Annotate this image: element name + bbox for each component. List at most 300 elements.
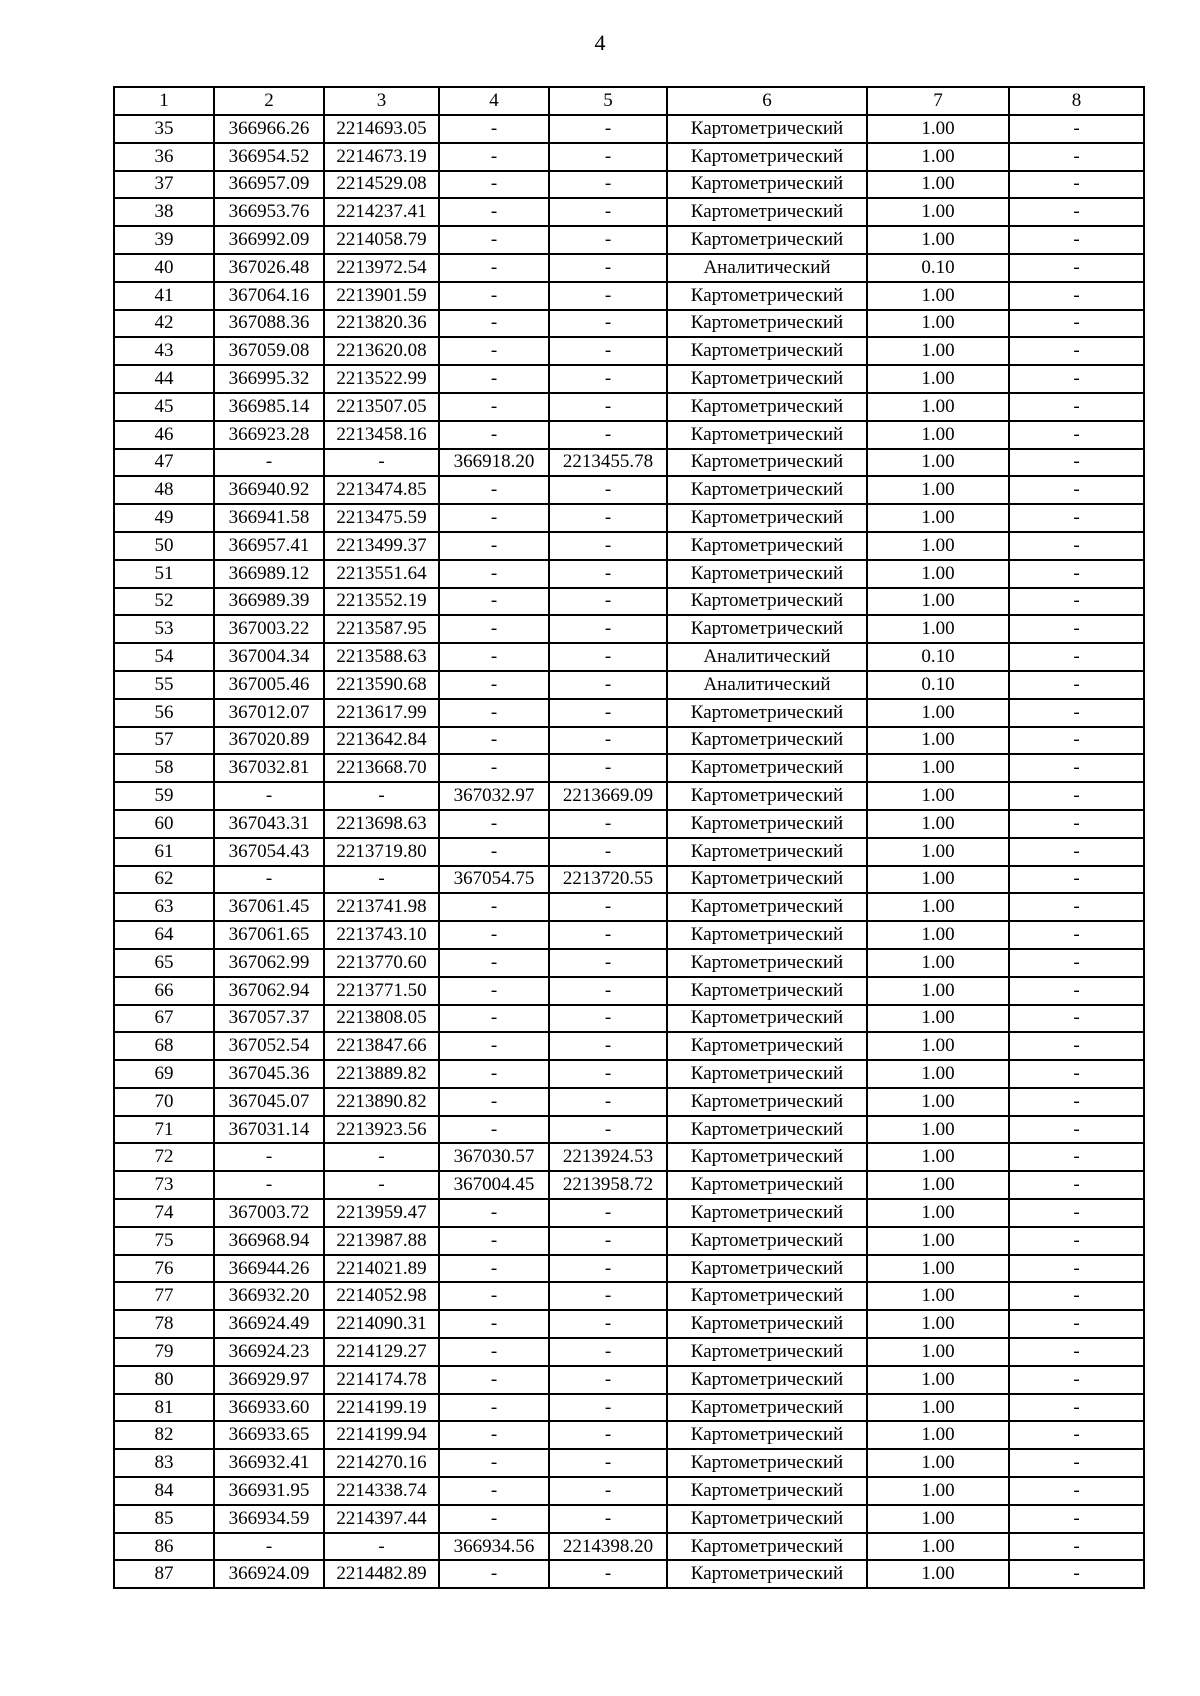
y-new-cell: - bbox=[549, 1449, 667, 1477]
y-new-cell: - bbox=[549, 171, 667, 199]
note-cell: - bbox=[1009, 1310, 1144, 1338]
x-coordinate-cell: 367043.31 bbox=[214, 810, 324, 838]
note-cell: - bbox=[1009, 532, 1144, 560]
method-cell: Картометрический bbox=[667, 1421, 867, 1449]
table-row bbox=[114, 838, 1144, 866]
method-cell: Аналитический bbox=[667, 254, 867, 282]
method-cell: Картометрический bbox=[667, 1255, 867, 1283]
note-cell: - bbox=[1009, 1421, 1144, 1449]
note-cell: - bbox=[1009, 1477, 1144, 1505]
method-cell: Аналитический bbox=[667, 643, 867, 671]
point-number-cell: 38 bbox=[114, 198, 214, 226]
point-number-cell: 36 bbox=[114, 143, 214, 171]
point-number-cell: 35 bbox=[114, 115, 214, 143]
method-cell: Картометрический bbox=[667, 1338, 867, 1366]
accuracy-cell: 1.00 bbox=[867, 1310, 1009, 1338]
table-row bbox=[114, 226, 1144, 254]
y-new-cell: - bbox=[549, 810, 667, 838]
x-coordinate-cell: 366985.14 bbox=[214, 393, 324, 421]
y-new-cell: - bbox=[549, 560, 667, 588]
x-coordinate-cell: 366932.20 bbox=[214, 1282, 324, 1310]
method-cell: Картометрический bbox=[667, 1143, 867, 1171]
accuracy-cell: 1.00 bbox=[867, 1227, 1009, 1255]
y-coordinate-cell: 2213668.70 bbox=[324, 754, 439, 782]
point-number-cell: 51 bbox=[114, 560, 214, 588]
point-number-cell: 62 bbox=[114, 866, 214, 894]
column-header: 5 bbox=[549, 87, 667, 115]
table-row bbox=[114, 1116, 1144, 1144]
y-coordinate-cell: 2213552.19 bbox=[324, 588, 439, 616]
method-cell: Картометрический bbox=[667, 198, 867, 226]
method-cell: Картометрический bbox=[667, 810, 867, 838]
y-coordinate-cell: 2213617.99 bbox=[324, 699, 439, 727]
point-number-cell: 39 bbox=[114, 226, 214, 254]
table-row bbox=[114, 1060, 1144, 1088]
x-coordinate-cell: 366923.28 bbox=[214, 421, 324, 449]
point-number-cell: 56 bbox=[114, 699, 214, 727]
x-new-cell: - bbox=[439, 615, 549, 643]
y-new-cell: - bbox=[549, 1477, 667, 1505]
method-cell: Картометрический bbox=[667, 1227, 867, 1255]
column-header: 7 bbox=[867, 87, 1009, 115]
x-coordinate-cell: 366934.59 bbox=[214, 1505, 324, 1533]
point-number-cell: 77 bbox=[114, 1282, 214, 1310]
y-coordinate-cell: - bbox=[324, 1143, 439, 1171]
x-new-cell: - bbox=[439, 810, 549, 838]
point-number-cell: 48 bbox=[114, 476, 214, 504]
method-cell: Картометрический bbox=[667, 560, 867, 588]
method-cell: Картометрический bbox=[667, 1060, 867, 1088]
y-coordinate-cell: - bbox=[324, 782, 439, 810]
y-new-cell: - bbox=[549, 504, 667, 532]
x-new-cell: - bbox=[439, 1505, 549, 1533]
column-header: 8 bbox=[1009, 87, 1144, 115]
x-new-cell: - bbox=[439, 115, 549, 143]
x-new-cell: - bbox=[439, 838, 549, 866]
x-coordinate-cell: 367004.34 bbox=[214, 643, 324, 671]
point-number-cell: 52 bbox=[114, 588, 214, 616]
accuracy-cell: 1.00 bbox=[867, 1199, 1009, 1227]
y-new-cell: - bbox=[549, 198, 667, 226]
column-header: 4 bbox=[439, 87, 549, 115]
note-cell: - bbox=[1009, 810, 1144, 838]
note-cell: - bbox=[1009, 1282, 1144, 1310]
method-cell: Картометрический bbox=[667, 365, 867, 393]
y-coordinate-cell: 2214174.78 bbox=[324, 1366, 439, 1394]
x-new-cell: - bbox=[439, 1255, 549, 1283]
x-new-cell: - bbox=[439, 643, 549, 671]
y-new-cell: 2213455.78 bbox=[549, 449, 667, 477]
table-row bbox=[114, 1366, 1144, 1394]
method-cell: Картометрический bbox=[667, 171, 867, 199]
point-number-cell: 63 bbox=[114, 893, 214, 921]
table-row bbox=[114, 1394, 1144, 1422]
method-cell: Картометрический bbox=[667, 1199, 867, 1227]
y-new-cell: - bbox=[549, 115, 667, 143]
y-coordinate-cell: 2213890.82 bbox=[324, 1088, 439, 1116]
column-header: 3 bbox=[324, 87, 439, 115]
y-coordinate-cell: 2213770.60 bbox=[324, 949, 439, 977]
table-row bbox=[114, 532, 1144, 560]
point-number-cell: 75 bbox=[114, 1227, 214, 1255]
accuracy-cell: 1.00 bbox=[867, 1005, 1009, 1033]
table-row bbox=[114, 1533, 1144, 1561]
x-coordinate-cell: 366989.12 bbox=[214, 560, 324, 588]
x-coordinate-cell: 366932.41 bbox=[214, 1449, 324, 1477]
table-row bbox=[114, 365, 1144, 393]
x-coordinate-cell: 367054.43 bbox=[214, 838, 324, 866]
y-new-cell: - bbox=[549, 1310, 667, 1338]
accuracy-cell: 1.00 bbox=[867, 754, 1009, 782]
x-coordinate-cell: 367045.36 bbox=[214, 1060, 324, 1088]
accuracy-cell: 1.00 bbox=[867, 1560, 1009, 1588]
note-cell: - bbox=[1009, 1560, 1144, 1588]
page-number: 4 bbox=[594, 30, 606, 55]
method-cell: Картометрический bbox=[667, 727, 867, 755]
y-coordinate-cell: 2213972.54 bbox=[324, 254, 439, 282]
method-cell: Картометрический bbox=[667, 143, 867, 171]
note-cell: - bbox=[1009, 1032, 1144, 1060]
y-coordinate-cell: 2214270.16 bbox=[324, 1449, 439, 1477]
note-cell: - bbox=[1009, 1255, 1144, 1283]
x-coordinate-cell: - bbox=[214, 449, 324, 477]
y-new-cell: - bbox=[549, 310, 667, 338]
note-cell: - bbox=[1009, 393, 1144, 421]
y-new-cell: - bbox=[549, 226, 667, 254]
note-cell: - bbox=[1009, 671, 1144, 699]
y-coordinate-cell: 2214397.44 bbox=[324, 1505, 439, 1533]
method-cell: Картометрический bbox=[667, 866, 867, 894]
table-row bbox=[114, 393, 1144, 421]
y-coordinate-cell: 2213808.05 bbox=[324, 1005, 439, 1033]
x-coordinate-cell: 367059.08 bbox=[214, 337, 324, 365]
y-coordinate-cell: 2213771.50 bbox=[324, 977, 439, 1005]
x-coordinate-cell: - bbox=[214, 1533, 324, 1561]
note-cell: - bbox=[1009, 1449, 1144, 1477]
y-coordinate-cell: 2213820.36 bbox=[324, 310, 439, 338]
accuracy-cell: 1.00 bbox=[867, 171, 1009, 199]
note-cell: - bbox=[1009, 143, 1144, 171]
table-row bbox=[114, 282, 1144, 310]
method-cell: Картометрический bbox=[667, 699, 867, 727]
point-number-cell: 65 bbox=[114, 949, 214, 977]
accuracy-cell: 1.00 bbox=[867, 449, 1009, 477]
accuracy-cell: 0.10 bbox=[867, 671, 1009, 699]
y-new-cell: - bbox=[549, 921, 667, 949]
x-new-cell: - bbox=[439, 1338, 549, 1366]
x-coordinate-cell: - bbox=[214, 1143, 324, 1171]
x-coordinate-cell: 366941.58 bbox=[214, 504, 324, 532]
y-new-cell: - bbox=[549, 1366, 667, 1394]
note-cell: - bbox=[1009, 615, 1144, 643]
y-coordinate-cell: 2213923.56 bbox=[324, 1116, 439, 1144]
y-coordinate-cell: 2214021.89 bbox=[324, 1255, 439, 1283]
method-cell: Картометрический bbox=[667, 1366, 867, 1394]
method-cell: Картометрический bbox=[667, 1171, 867, 1199]
y-coordinate-cell: 2213587.95 bbox=[324, 615, 439, 643]
x-coordinate-cell: 366989.39 bbox=[214, 588, 324, 616]
accuracy-cell: 1.00 bbox=[867, 1338, 1009, 1366]
method-cell: Картометрический bbox=[667, 921, 867, 949]
y-coordinate-cell: 2213642.84 bbox=[324, 727, 439, 755]
y-coordinate-cell: - bbox=[324, 1171, 439, 1199]
y-coordinate-cell: 2214090.31 bbox=[324, 1310, 439, 1338]
x-coordinate-cell: 367064.16 bbox=[214, 282, 324, 310]
method-cell: Картометрический bbox=[667, 226, 867, 254]
method-cell: Картометрический bbox=[667, 893, 867, 921]
method-cell: Картометрический bbox=[667, 1560, 867, 1588]
point-number-cell: 83 bbox=[114, 1449, 214, 1477]
y-coordinate-cell: - bbox=[324, 1533, 439, 1561]
y-coordinate-cell: 2213507.05 bbox=[324, 393, 439, 421]
note-cell: - bbox=[1009, 1088, 1144, 1116]
point-number-cell: 78 bbox=[114, 1310, 214, 1338]
note-cell: - bbox=[1009, 1143, 1144, 1171]
method-cell: Картометрический bbox=[667, 1032, 867, 1060]
point-number-cell: 86 bbox=[114, 1533, 214, 1561]
point-number-cell: 72 bbox=[114, 1143, 214, 1171]
y-coordinate-cell: 2213522.99 bbox=[324, 365, 439, 393]
table-row bbox=[114, 421, 1144, 449]
y-new-cell: - bbox=[549, 1005, 667, 1033]
x-coordinate-cell: 367005.46 bbox=[214, 671, 324, 699]
y-new-cell: - bbox=[549, 421, 667, 449]
method-cell: Картометрический bbox=[667, 1533, 867, 1561]
y-coordinate-cell: 2214058.79 bbox=[324, 226, 439, 254]
method-cell: Картометрический bbox=[667, 310, 867, 338]
accuracy-cell: 0.10 bbox=[867, 254, 1009, 282]
table-row bbox=[114, 1199, 1144, 1227]
table-row bbox=[114, 254, 1144, 282]
accuracy-cell: 1.00 bbox=[867, 588, 1009, 616]
point-number-cell: 74 bbox=[114, 1199, 214, 1227]
table-row bbox=[114, 810, 1144, 838]
table-row bbox=[114, 1449, 1144, 1477]
point-number-cell: 66 bbox=[114, 977, 214, 1005]
x-coordinate-cell: 367026.48 bbox=[214, 254, 324, 282]
method-cell: Картометрический bbox=[667, 588, 867, 616]
y-new-cell: - bbox=[549, 337, 667, 365]
table-row bbox=[114, 1560, 1144, 1588]
y-new-cell: 2213720.55 bbox=[549, 866, 667, 894]
x-coordinate-cell: 366924.49 bbox=[214, 1310, 324, 1338]
y-new-cell: - bbox=[549, 615, 667, 643]
y-coordinate-cell: 2214052.98 bbox=[324, 1282, 439, 1310]
x-coordinate-cell: 366953.76 bbox=[214, 198, 324, 226]
x-coordinate-cell: 367062.99 bbox=[214, 949, 324, 977]
x-coordinate-cell: 367062.94 bbox=[214, 977, 324, 1005]
y-new-cell: - bbox=[549, 1394, 667, 1422]
x-new-cell: - bbox=[439, 1088, 549, 1116]
x-new-cell: - bbox=[439, 1227, 549, 1255]
point-number-cell: 81 bbox=[114, 1394, 214, 1422]
table-row bbox=[114, 893, 1144, 921]
y-coordinate-cell: 2214673.19 bbox=[324, 143, 439, 171]
x-new-cell: - bbox=[439, 699, 549, 727]
note-cell: - bbox=[1009, 171, 1144, 199]
accuracy-cell: 1.00 bbox=[867, 727, 1009, 755]
table-row bbox=[114, 1255, 1144, 1283]
method-cell: Картометрический bbox=[667, 476, 867, 504]
y-coordinate-cell: 2213698.63 bbox=[324, 810, 439, 838]
x-coordinate-cell: 366931.95 bbox=[214, 1477, 324, 1505]
x-new-cell: - bbox=[439, 1310, 549, 1338]
x-coordinate-cell: 366957.09 bbox=[214, 171, 324, 199]
note-cell: - bbox=[1009, 115, 1144, 143]
point-number-cell: 85 bbox=[114, 1505, 214, 1533]
accuracy-cell: 1.00 bbox=[867, 921, 1009, 949]
note-cell: - bbox=[1009, 1116, 1144, 1144]
y-new-cell: - bbox=[549, 365, 667, 393]
note-cell: - bbox=[1009, 1338, 1144, 1366]
accuracy-cell: 1.00 bbox=[867, 226, 1009, 254]
point-number-cell: 68 bbox=[114, 1032, 214, 1060]
method-cell: Картометрический bbox=[667, 1088, 867, 1116]
y-new-cell: - bbox=[549, 1505, 667, 1533]
table-row bbox=[114, 1477, 1144, 1505]
accuracy-cell: 1.00 bbox=[867, 893, 1009, 921]
accuracy-cell: 1.00 bbox=[867, 1060, 1009, 1088]
x-new-cell: - bbox=[439, 143, 549, 171]
note-cell: - bbox=[1009, 449, 1144, 477]
note-cell: - bbox=[1009, 1366, 1144, 1394]
method-cell: Картометрический bbox=[667, 337, 867, 365]
accuracy-cell: 1.00 bbox=[867, 866, 1009, 894]
point-number-cell: 61 bbox=[114, 838, 214, 866]
note-cell: - bbox=[1009, 838, 1144, 866]
y-new-cell: 2213924.53 bbox=[549, 1143, 667, 1171]
accuracy-cell: 1.00 bbox=[867, 476, 1009, 504]
y-coordinate-cell: 2213551.64 bbox=[324, 560, 439, 588]
y-coordinate-cell: - bbox=[324, 866, 439, 894]
accuracy-cell: 1.00 bbox=[867, 1282, 1009, 1310]
point-number-cell: 79 bbox=[114, 1338, 214, 1366]
note-cell: - bbox=[1009, 1060, 1144, 1088]
table-row bbox=[114, 866, 1144, 894]
point-number-cell: 59 bbox=[114, 782, 214, 810]
accuracy-cell: 1.00 bbox=[867, 810, 1009, 838]
point-number-cell: 84 bbox=[114, 1477, 214, 1505]
table-row bbox=[114, 198, 1144, 226]
y-coordinate-cell: 2213620.08 bbox=[324, 337, 439, 365]
point-number-cell: 64 bbox=[114, 921, 214, 949]
y-coordinate-cell: 2213499.37 bbox=[324, 532, 439, 560]
y-new-cell: - bbox=[549, 1032, 667, 1060]
note-cell: - bbox=[1009, 643, 1144, 671]
table-row bbox=[114, 143, 1144, 171]
point-number-cell: 44 bbox=[114, 365, 214, 393]
note-cell: - bbox=[1009, 560, 1144, 588]
x-coordinate-cell: - bbox=[214, 866, 324, 894]
method-cell: Картометрический bbox=[667, 504, 867, 532]
point-number-cell: 58 bbox=[114, 754, 214, 782]
y-new-cell: - bbox=[549, 1116, 667, 1144]
point-number-cell: 82 bbox=[114, 1421, 214, 1449]
x-new-cell: 366918.20 bbox=[439, 449, 549, 477]
accuracy-cell: 1.00 bbox=[867, 560, 1009, 588]
table-row bbox=[114, 643, 1144, 671]
point-number-cell: 71 bbox=[114, 1116, 214, 1144]
x-coordinate-cell: 366957.41 bbox=[214, 532, 324, 560]
x-new-cell: - bbox=[439, 588, 549, 616]
x-coordinate-cell: 367045.07 bbox=[214, 1088, 324, 1116]
note-cell: - bbox=[1009, 254, 1144, 282]
accuracy-cell: 1.00 bbox=[867, 1255, 1009, 1283]
y-new-cell: - bbox=[549, 588, 667, 616]
note-cell: - bbox=[1009, 504, 1144, 532]
note-cell: - bbox=[1009, 588, 1144, 616]
method-cell: Картометрический bbox=[667, 1477, 867, 1505]
x-new-cell: - bbox=[439, 1449, 549, 1477]
accuracy-cell: 1.00 bbox=[867, 1394, 1009, 1422]
y-coordinate-cell: 2214693.05 bbox=[324, 115, 439, 143]
method-cell: Картометрический bbox=[667, 838, 867, 866]
table-row bbox=[114, 615, 1144, 643]
point-number-cell: 54 bbox=[114, 643, 214, 671]
y-coordinate-cell: 2213474.85 bbox=[324, 476, 439, 504]
table-row bbox=[114, 504, 1144, 532]
x-coordinate-cell: 367020.89 bbox=[214, 727, 324, 755]
x-new-cell: 366934.56 bbox=[439, 1533, 549, 1561]
table-row bbox=[114, 1338, 1144, 1366]
y-new-cell: - bbox=[549, 476, 667, 504]
point-number-cell: 70 bbox=[114, 1088, 214, 1116]
y-coordinate-cell: 2213475.59 bbox=[324, 504, 439, 532]
table-row bbox=[114, 727, 1144, 755]
x-coordinate-cell: - bbox=[214, 782, 324, 810]
x-new-cell: - bbox=[439, 1477, 549, 1505]
y-new-cell: - bbox=[549, 977, 667, 1005]
x-new-cell: - bbox=[439, 893, 549, 921]
coordinates-table bbox=[113, 86, 1145, 1589]
y-new-cell: - bbox=[549, 949, 667, 977]
method-cell: Картометрический bbox=[667, 115, 867, 143]
point-number-cell: 76 bbox=[114, 1255, 214, 1283]
method-cell: Картометрический bbox=[667, 1310, 867, 1338]
x-coordinate-cell: 367061.65 bbox=[214, 921, 324, 949]
x-new-cell: - bbox=[439, 226, 549, 254]
table-row bbox=[114, 782, 1144, 810]
method-cell: Картометрический bbox=[667, 949, 867, 977]
accuracy-cell: 1.00 bbox=[867, 1088, 1009, 1116]
y-coordinate-cell: 2213959.47 bbox=[324, 1199, 439, 1227]
note-cell: - bbox=[1009, 476, 1144, 504]
x-coordinate-cell: 366929.97 bbox=[214, 1366, 324, 1394]
table-row bbox=[114, 699, 1144, 727]
x-coordinate-cell: 367003.72 bbox=[214, 1199, 324, 1227]
y-coordinate-cell: 2214237.41 bbox=[324, 198, 439, 226]
point-number-cell: 37 bbox=[114, 171, 214, 199]
y-new-cell: - bbox=[549, 1088, 667, 1116]
accuracy-cell: 1.00 bbox=[867, 1449, 1009, 1477]
x-new-cell: - bbox=[439, 671, 549, 699]
accuracy-cell: 1.00 bbox=[867, 198, 1009, 226]
note-cell: - bbox=[1009, 198, 1144, 226]
accuracy-cell: 1.00 bbox=[867, 949, 1009, 977]
x-new-cell: - bbox=[439, 504, 549, 532]
table-row bbox=[114, 171, 1144, 199]
x-coordinate-cell: 366954.52 bbox=[214, 143, 324, 171]
point-number-cell: 47 bbox=[114, 449, 214, 477]
note-cell: - bbox=[1009, 949, 1144, 977]
note-cell: - bbox=[1009, 1505, 1144, 1533]
x-coordinate-cell: 367012.07 bbox=[214, 699, 324, 727]
x-coordinate-cell: 367088.36 bbox=[214, 310, 324, 338]
y-coordinate-cell: 2213588.63 bbox=[324, 643, 439, 671]
y-coordinate-cell: 2213847.66 bbox=[324, 1032, 439, 1060]
table-row bbox=[114, 977, 1144, 1005]
table-row bbox=[114, 1310, 1144, 1338]
